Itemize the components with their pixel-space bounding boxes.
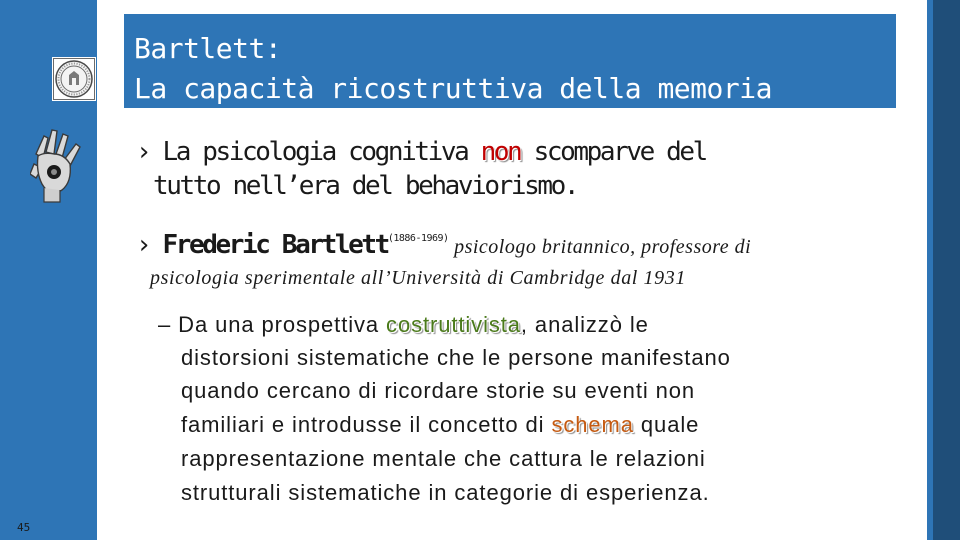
page-number: 45 — [17, 521, 31, 534]
bullet-marker: › — [136, 137, 150, 167]
subbullet-line-1-post: , analizzò le — [520, 312, 649, 337]
bullet-2 — [136, 230, 751, 260]
subbullet-line-6: strutturali sistematiche in categorie di esperienza. — [181, 480, 710, 505]
bullet-1 — [136, 137, 706, 167]
slide-title-line-1: Bartlett: — [134, 32, 282, 65]
subbullet-line-4-pre: familiari e introdusse il concetto di — [181, 412, 552, 437]
slide-title-line-2: La capacità ricostruttiva della memoria — [134, 72, 772, 105]
bullet-1-line-2: tutto nell’era del behaviorismo. — [153, 171, 578, 201]
subbullet-line-4 — [181, 412, 699, 438]
bullet-marker: › — [136, 230, 150, 260]
bartlett-description: psicologo britannico, professore di — [448, 236, 752, 258]
subbullet-line-2: distorsioni sistematiche che le persone manifestano — [181, 345, 731, 370]
university-seal-icon — [52, 57, 96, 101]
hand-icon — [30, 128, 82, 204]
subbullet-line-3: quando cercano di ricordare storie su eventi non — [181, 378, 696, 403]
subbullet-line-4-post: quale — [633, 412, 700, 437]
subbullet-line-1 — [158, 312, 649, 338]
bullet-1-highlight: non — [480, 137, 521, 167]
bullet-2-line-2: psicologia sperimentale all’Università di Cambridge dal 1931 — [150, 267, 686, 289]
bartlett-name: Frederic Bartlett — [162, 230, 388, 260]
costruttivista-highlight: costruttivista — [386, 312, 521, 337]
subbullet-line-1-pre: Da una prospettiva — [178, 312, 387, 337]
bartlett-dates: (1886-1969) — [387, 233, 449, 244]
subbullet-line-5: rappresentazione mentale che cattura le relazioni — [181, 446, 706, 471]
subbullet-dash: – — [158, 312, 172, 337]
bullet-1-text-post: scomparve del — [520, 137, 706, 167]
schema-highlight: schema — [551, 412, 634, 437]
bullet-1-text-pre: La psicologia cognitiva — [162, 137, 481, 167]
right-accent-bar — [933, 0, 960, 540]
title-banner — [124, 14, 896, 108]
